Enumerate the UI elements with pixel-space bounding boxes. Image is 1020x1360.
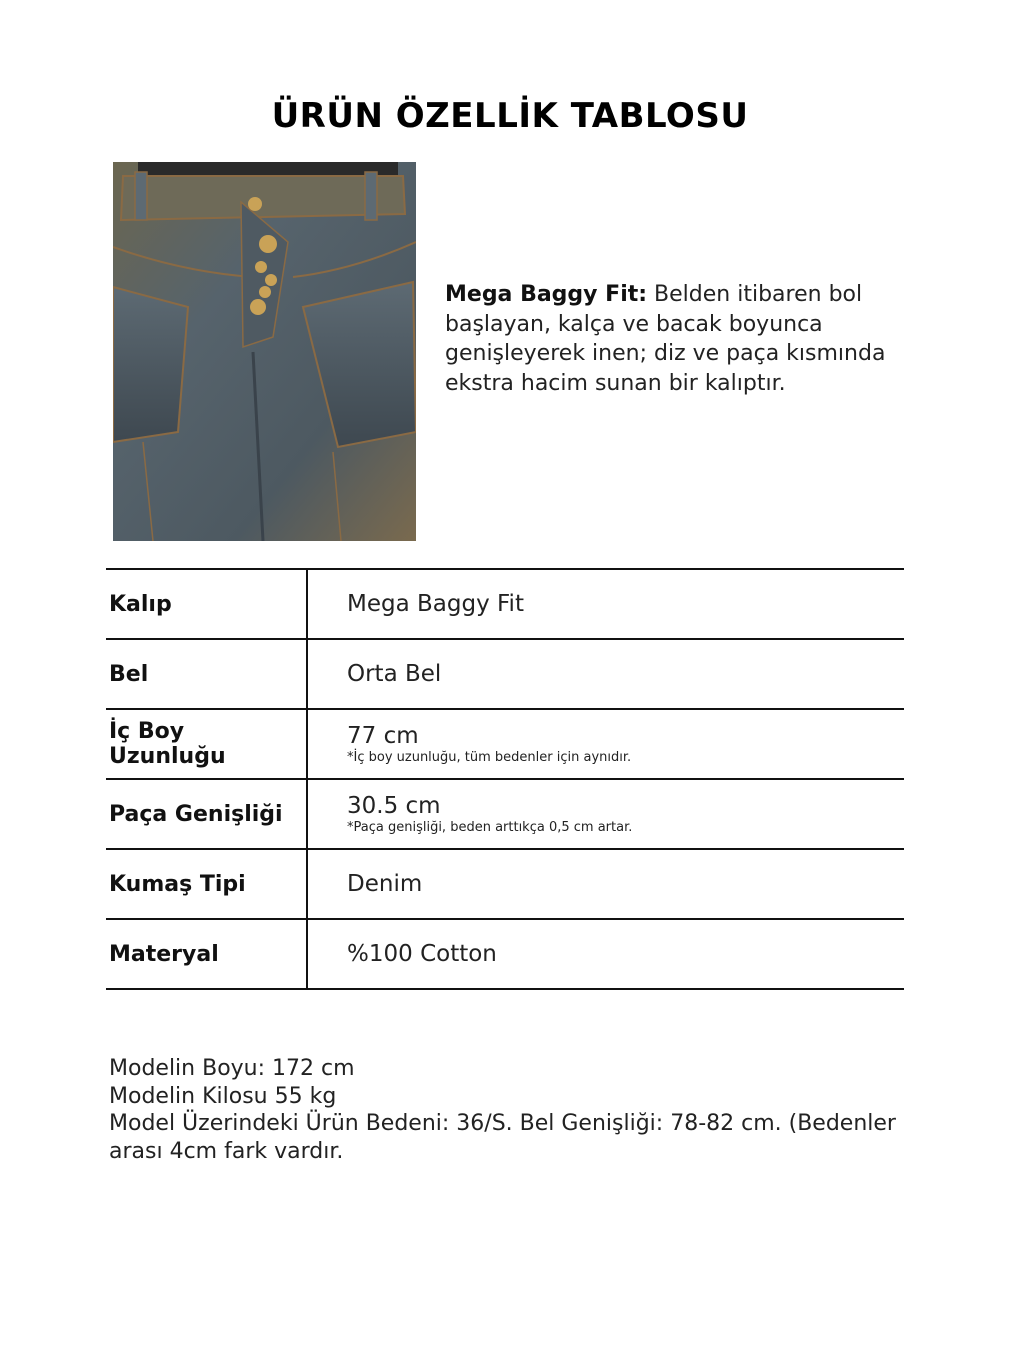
column-divider <box>306 570 308 638</box>
model-info <box>109 1055 909 1165</box>
column-divider <box>306 780 308 848</box>
spec-row-kalip <box>106 570 904 640</box>
column-divider <box>306 850 308 918</box>
spec-value-cell <box>347 570 897 638</box>
spec-row-ic-boy <box>106 710 904 780</box>
spec-label: Kalıp <box>109 591 172 617</box>
spec-value-cell <box>347 640 897 708</box>
spec-table <box>106 568 904 990</box>
spec-label: Paça Genişliği <box>109 801 283 827</box>
spec-row-kumas <box>106 850 904 920</box>
spec-row-materyal <box>106 920 904 990</box>
spec-label: Materyal <box>109 941 219 967</box>
spec-value: Orta Bel <box>347 661 442 687</box>
spec-value: 77 cm <box>347 723 419 749</box>
fit-description-text: Belden itibaren bol başlayan, kalça ve bacak boyunca genişleyerek inen; diz ve paça kısmında ekstra hacim sunan bir kalıptır. <box>445 282 886 396</box>
model-weight: Modelin Kilosu 55 kg <box>109 1083 337 1109</box>
product-image <box>113 162 416 541</box>
spec-value-cell <box>347 920 897 988</box>
spec-value: 30.5 cm <box>347 793 441 819</box>
spec-value: Mega Baggy Fit <box>347 591 524 617</box>
spec-value-cell <box>347 850 897 918</box>
spec-value-cell <box>347 780 897 848</box>
jeans-illustration <box>113 162 416 541</box>
column-divider <box>306 920 308 988</box>
spec-row-bel <box>106 640 904 710</box>
spec-note: *Paça genişliği, beden arttıkça 0,5 cm artar. <box>347 820 633 835</box>
column-divider <box>306 640 308 708</box>
model-height: Modelin Boyu: 172 cm <box>109 1056 355 1081</box>
column-divider <box>306 710 308 778</box>
model-size-note: Model Üzerindeki Ürün Bedeni: 36/S. Bel Genişliği: 78-82 cm. (Bedenler arası 4cm fark vardır. <box>109 1111 896 1164</box>
spec-value: Denim <box>347 871 423 897</box>
fit-description-label: Mega Baggy Fit: <box>445 282 648 307</box>
spec-note: *İç boy uzunluğu, tüm bedenler için aynıdır. <box>347 750 632 765</box>
spec-value: %100 Cotton <box>347 941 497 967</box>
spec-label: Kumaş Tipi <box>109 871 246 897</box>
spec-label: İç Boy Uzunluğu <box>109 719 226 769</box>
page-title: ÜRÜN ÖZELLİK TABLOSU <box>271 96 749 136</box>
fit-description <box>445 280 935 398</box>
spec-row-paca <box>106 780 904 850</box>
spec-value-cell <box>347 710 897 778</box>
spec-label: Bel <box>109 661 149 687</box>
